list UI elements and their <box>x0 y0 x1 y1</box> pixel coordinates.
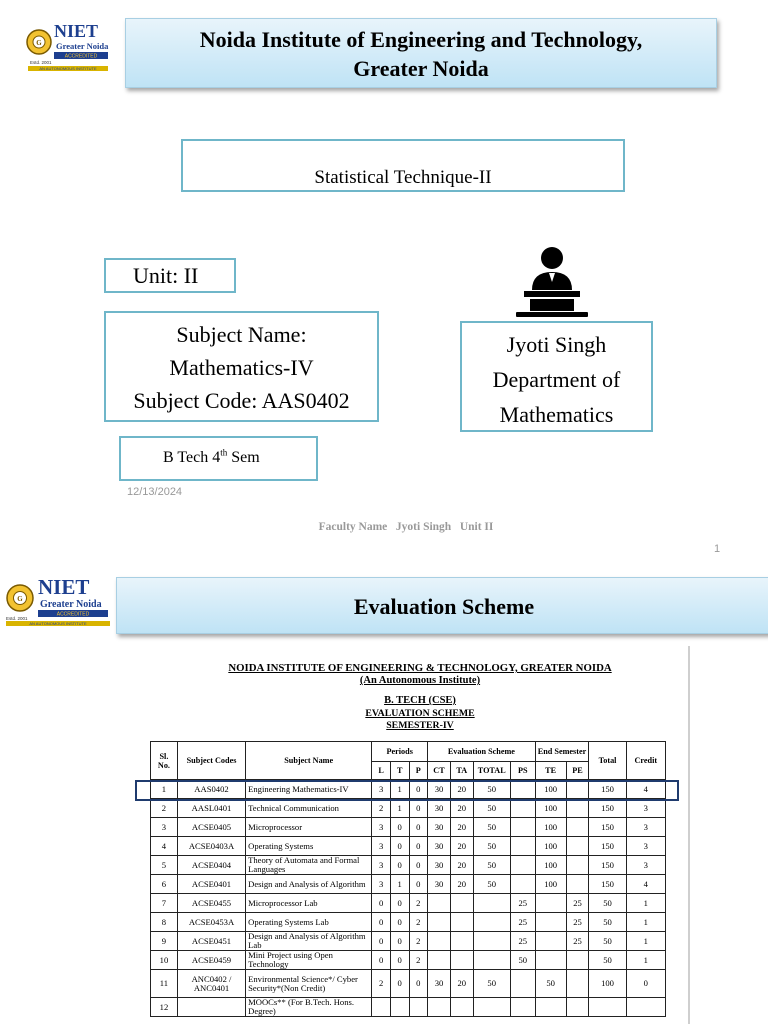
niet-logo-slide2 <box>0 576 112 626</box>
table-row <box>151 875 666 894</box>
table-cell: 0 <box>626 970 665 998</box>
table-cell <box>390 998 409 1017</box>
table-cell <box>510 818 535 837</box>
table-cell: 0 <box>390 837 409 856</box>
table-cell: 25 <box>566 932 589 951</box>
table-row <box>151 837 666 856</box>
table-cell: 150 <box>589 856 626 875</box>
table-cell: 50 <box>473 837 510 856</box>
table-cell <box>510 856 535 875</box>
th-periods: Periods <box>372 742 428 762</box>
table-cell: ANC0402 / ANC0401 <box>177 970 245 998</box>
subject-box <box>104 311 379 422</box>
table-cell: 3 <box>626 818 665 837</box>
topic-box <box>181 139 625 192</box>
table-row <box>151 894 666 913</box>
institute-title-line1: Noida Institute of Engineering and Technology, <box>199 27 643 52</box>
th-end: End Semester <box>535 742 589 762</box>
table-cell: 100 <box>535 799 566 818</box>
table-cell <box>473 913 510 932</box>
table-cell: ACSE0451 <box>177 932 245 951</box>
th-sub-pe: PE <box>566 762 589 780</box>
table-cell <box>535 932 566 951</box>
table-cell: 1 <box>626 913 665 932</box>
svg-text:Estd. 2001: Estd. 2001 <box>30 60 52 65</box>
table-cell: 30 <box>428 799 451 818</box>
table-cell: 100 <box>535 875 566 894</box>
table-row <box>151 970 666 998</box>
table-cell: 3 <box>372 837 391 856</box>
table-cell: 0 <box>372 913 391 932</box>
table-cell: ACSE0455 <box>177 894 245 913</box>
table-cell: 0 <box>409 875 428 894</box>
table-cell: 150 <box>589 780 626 799</box>
table-cell: 25 <box>566 894 589 913</box>
table-cell <box>177 998 245 1017</box>
table-cell: 100 <box>535 856 566 875</box>
table-cell: 150 <box>589 799 626 818</box>
slide-date: 12/13/2024 <box>127 486 183 498</box>
table-cell: 30 <box>428 818 451 837</box>
table-cell: 10 <box>151 951 178 970</box>
table-cell: Technical Communication <box>246 799 372 818</box>
table-row <box>151 913 666 932</box>
table-cell <box>428 894 451 913</box>
table-cell: 50 <box>589 913 626 932</box>
table-cell: 20 <box>450 799 473 818</box>
subject-code: Subject Code: AAS0402 <box>133 388 350 413</box>
table-cell: 1 <box>626 932 665 951</box>
table-cell: 25 <box>566 913 589 932</box>
table-cell: 11 <box>151 970 178 998</box>
faculty-box <box>460 321 653 432</box>
table-cell: 150 <box>589 837 626 856</box>
table-cell: ACSE0405 <box>177 818 245 837</box>
table-cell <box>510 837 535 856</box>
table-cell: 0 <box>372 932 391 951</box>
table-cell: 12 <box>151 998 178 1017</box>
table-cell: 0 <box>390 932 409 951</box>
table-cell: 1 <box>390 799 409 818</box>
table-row <box>151 818 666 837</box>
table-cell: 1 <box>626 951 665 970</box>
table-cell: 4 <box>151 837 178 856</box>
table-cell <box>566 970 589 998</box>
table-cell: 100 <box>535 837 566 856</box>
table-cell: 50 <box>589 951 626 970</box>
table-cell <box>535 913 566 932</box>
table-cell <box>473 894 510 913</box>
table-cell <box>428 913 451 932</box>
table-cell: 8 <box>151 913 178 932</box>
table-cell: 6 <box>151 875 178 894</box>
table-cell: 2 <box>409 913 428 932</box>
svg-text:AN AUTONOMOUS INSTITUTE: AN AUTONOMOUS INSTITUTE <box>29 621 87 626</box>
table-cell: 20 <box>450 780 473 799</box>
table-cell: 4 <box>626 780 665 799</box>
table-row <box>151 951 666 970</box>
table-cell: Operating Systems Lab <box>246 913 372 932</box>
table-cell <box>566 875 589 894</box>
table-cell: 50 <box>589 932 626 951</box>
table-cell: 100 <box>589 970 626 998</box>
unit-label: Unit: II <box>133 263 199 288</box>
table-cell: 150 <box>589 818 626 837</box>
table-cell <box>535 951 566 970</box>
table-cell: 2 <box>409 951 428 970</box>
table-row <box>151 998 666 1017</box>
th-total: Total <box>589 742 626 780</box>
table-cell <box>450 951 473 970</box>
table-cell: Design and Analysis of Algorithm <box>246 875 372 894</box>
table-cell: ACSE0453A <box>177 913 245 932</box>
table-cell: 0 <box>409 856 428 875</box>
table-cell: 3 <box>626 856 665 875</box>
th-sl: Sl. No. <box>151 742 178 780</box>
table-cell <box>535 894 566 913</box>
table-cell: 0 <box>390 894 409 913</box>
table-cell: 0 <box>390 970 409 998</box>
th-name: Subject Name <box>246 742 372 780</box>
table-cell <box>510 970 535 998</box>
table-cell: 3 <box>372 780 391 799</box>
table-cell: 1 <box>151 780 178 799</box>
table-cell: 25 <box>510 932 535 951</box>
subject-name-label: Subject Name: <box>176 322 307 347</box>
table-cell <box>589 998 626 1017</box>
table-cell: 50 <box>473 875 510 894</box>
table-cell: 0 <box>409 799 428 818</box>
table-cell: 0 <box>372 951 391 970</box>
th-sub-ta: TA <box>450 762 473 780</box>
table-cell: 0 <box>409 818 428 837</box>
table-cell: 50 <box>535 970 566 998</box>
table-cell: 2 <box>372 970 391 998</box>
row-highlight <box>135 780 679 801</box>
table-cell: 1 <box>626 894 665 913</box>
speaker-at-podium-icon <box>514 246 590 318</box>
subject-name-value: Mathematics-IV <box>169 355 314 380</box>
table-cell: 2 <box>409 894 428 913</box>
semester-text: B Tech 4th Sem <box>163 448 260 467</box>
th-sub-ps: PS <box>510 762 535 780</box>
table-cell: 3 <box>372 818 391 837</box>
table-cell: ACSE0404 <box>177 856 245 875</box>
doc-subtitle: (An Autonomous Institute) <box>359 675 481 686</box>
table-cell <box>428 951 451 970</box>
table-cell: 20 <box>450 875 473 894</box>
table-cell <box>566 856 589 875</box>
table-cell: AASL0401 <box>177 799 245 818</box>
doc-scheme: EVALUATION SCHEME <box>365 708 475 719</box>
doc-semester: SEMESTER-IV <box>386 720 454 731</box>
table-row <box>151 799 666 818</box>
table-cell: AAS0402 <box>177 780 245 799</box>
evaluation-scheme-banner <box>116 577 768 634</box>
table-cell <box>450 894 473 913</box>
table-cell: 1 <box>390 780 409 799</box>
table-cell: 30 <box>428 875 451 894</box>
svg-text:Greater Noida: Greater Noida <box>56 41 109 51</box>
table-cell: 0 <box>372 894 391 913</box>
th-code: Subject Codes <box>177 742 245 780</box>
table-cell: ACSE0401 <box>177 875 245 894</box>
svg-text:AN AUTONOMOUS INSTITUTE: AN AUTONOMOUS INSTITUTE <box>39 66 97 71</box>
table-cell <box>473 932 510 951</box>
topic-title: Statistical Technique-II <box>314 167 492 188</box>
niet-logo <box>22 20 110 70</box>
table-cell <box>566 998 589 1017</box>
table-cell: 9 <box>151 932 178 951</box>
table-cell: 25 <box>510 894 535 913</box>
table-cell: 100 <box>535 780 566 799</box>
table-cell: 20 <box>450 837 473 856</box>
institute-title-line2: Greater Noida <box>353 56 489 81</box>
table-cell: 20 <box>450 970 473 998</box>
table-cell: 4 <box>626 875 665 894</box>
table-cell: 50 <box>589 894 626 913</box>
table-cell: Engineering Mathematics-IV <box>246 780 372 799</box>
table-cell: 3 <box>372 875 391 894</box>
table-cell <box>535 998 566 1017</box>
table-cell <box>428 932 451 951</box>
table-cell <box>450 998 473 1017</box>
svg-text:NIET: NIET <box>38 576 90 599</box>
unit-box <box>104 258 236 293</box>
table-cell: Microprocessor Lab <box>246 894 372 913</box>
th-sub-total: TOTAL <box>473 762 510 780</box>
th-eval: Evaluation Scheme <box>428 742 536 762</box>
table-cell <box>510 998 535 1017</box>
institute-title-banner <box>125 18 717 88</box>
slide-footer: Faculty Name Jyoti Singh Unit II <box>318 521 494 533</box>
table-cell <box>428 998 451 1017</box>
doc-title: NOIDA INSTITUTE OF ENGINEERING & TECHNOLOGY, GREATER NOIDA <box>228 662 612 674</box>
svg-text:Greater Noida: Greater Noida <box>40 599 102 610</box>
table-cell <box>409 998 428 1017</box>
faculty-department-line2: Mathematics <box>499 402 614 427</box>
table-cell <box>372 998 391 1017</box>
table-cell: 50 <box>473 970 510 998</box>
doc-program: B. TECH (CSE) <box>384 695 456 706</box>
table-cell: 50 <box>510 951 535 970</box>
table-cell: ACSE0403A <box>177 837 245 856</box>
table-cell <box>510 875 535 894</box>
th-sub-p: P <box>409 762 428 780</box>
table-cell: 1 <box>390 875 409 894</box>
table-cell <box>473 951 510 970</box>
table-cell: 150 <box>589 875 626 894</box>
table-cell <box>510 799 535 818</box>
table-cell: Mini Project using Open Technology <box>246 951 372 970</box>
table-cell <box>450 913 473 932</box>
evaluation-scheme-title: Evaluation Scheme <box>353 594 535 619</box>
table-cell <box>450 932 473 951</box>
th-sub-l: L <box>372 762 391 780</box>
table-cell: 3 <box>372 856 391 875</box>
table-cell: MOOCs** (For B.Tech. Hons. Degree) <box>246 998 372 1017</box>
faculty-department-line1: Department of <box>492 367 621 392</box>
table-cell: 0 <box>409 837 428 856</box>
table-cell: 20 <box>450 856 473 875</box>
table-cell: 3 <box>626 837 665 856</box>
table-cell: 0 <box>390 818 409 837</box>
th-sub-ct: CT <box>428 762 451 780</box>
semester-box <box>119 436 318 481</box>
table-cell: 3 <box>151 818 178 837</box>
svg-text:NIET: NIET <box>54 21 99 41</box>
svg-text:G: G <box>36 39 42 47</box>
table-cell: ACSE0459 <box>177 951 245 970</box>
table-cell: Design and Analysis of Algorithm Lab <box>246 932 372 951</box>
table-cell: 50 <box>473 780 510 799</box>
table-cell: 7 <box>151 894 178 913</box>
table-cell: 50 <box>473 799 510 818</box>
table-cell: 20 <box>450 818 473 837</box>
svg-text:ACCREDITED: ACCREDITED <box>64 53 98 60</box>
table-cell: 0 <box>390 913 409 932</box>
table-cell: Environmental Science*/ Cyber Security*(Non Credit) <box>246 970 372 998</box>
table-cell <box>566 951 589 970</box>
table-cell: 30 <box>428 837 451 856</box>
table-cell: 0 <box>390 951 409 970</box>
table-cell <box>566 818 589 837</box>
table-cell: 30 <box>428 780 451 799</box>
table-cell: 100 <box>535 818 566 837</box>
table-cell: Operating Systems <box>246 837 372 856</box>
th-credit: Credit <box>626 742 665 780</box>
table-cell: 50 <box>473 818 510 837</box>
table-cell: 2 <box>151 799 178 818</box>
table-cell: 2 <box>372 799 391 818</box>
svg-text:Estd. 2001: Estd. 2001 <box>6 616 28 621</box>
slide-page-number: 1 <box>714 543 721 555</box>
table-cell <box>473 998 510 1017</box>
table-cell: 2 <box>409 932 428 951</box>
table-cell <box>566 799 589 818</box>
table-cell: 30 <box>428 970 451 998</box>
table-cell: Theory of Automata and Formal Languages <box>246 856 372 875</box>
table-cell <box>566 837 589 856</box>
table-cell: 3 <box>626 799 665 818</box>
table-cell: 0 <box>390 856 409 875</box>
svg-text:ACCREDITED: ACCREDITED <box>56 611 90 618</box>
table-cell: 50 <box>473 856 510 875</box>
table-cell <box>626 998 665 1017</box>
faculty-name: Jyoti Singh <box>506 332 607 357</box>
th-sub-te: TE <box>535 762 566 780</box>
th-sub-t: T <box>390 762 409 780</box>
table-cell: 0 <box>409 780 428 799</box>
table-row <box>151 932 666 951</box>
table-cell: 5 <box>151 856 178 875</box>
table-cell: 25 <box>510 913 535 932</box>
svg-text:G: G <box>17 595 23 603</box>
table-row <box>151 856 666 875</box>
table-cell: Microprocessor <box>246 818 372 837</box>
table-cell: 0 <box>409 970 428 998</box>
table-cell: 30 <box>428 856 451 875</box>
evaluation-table-body <box>151 780 666 1017</box>
